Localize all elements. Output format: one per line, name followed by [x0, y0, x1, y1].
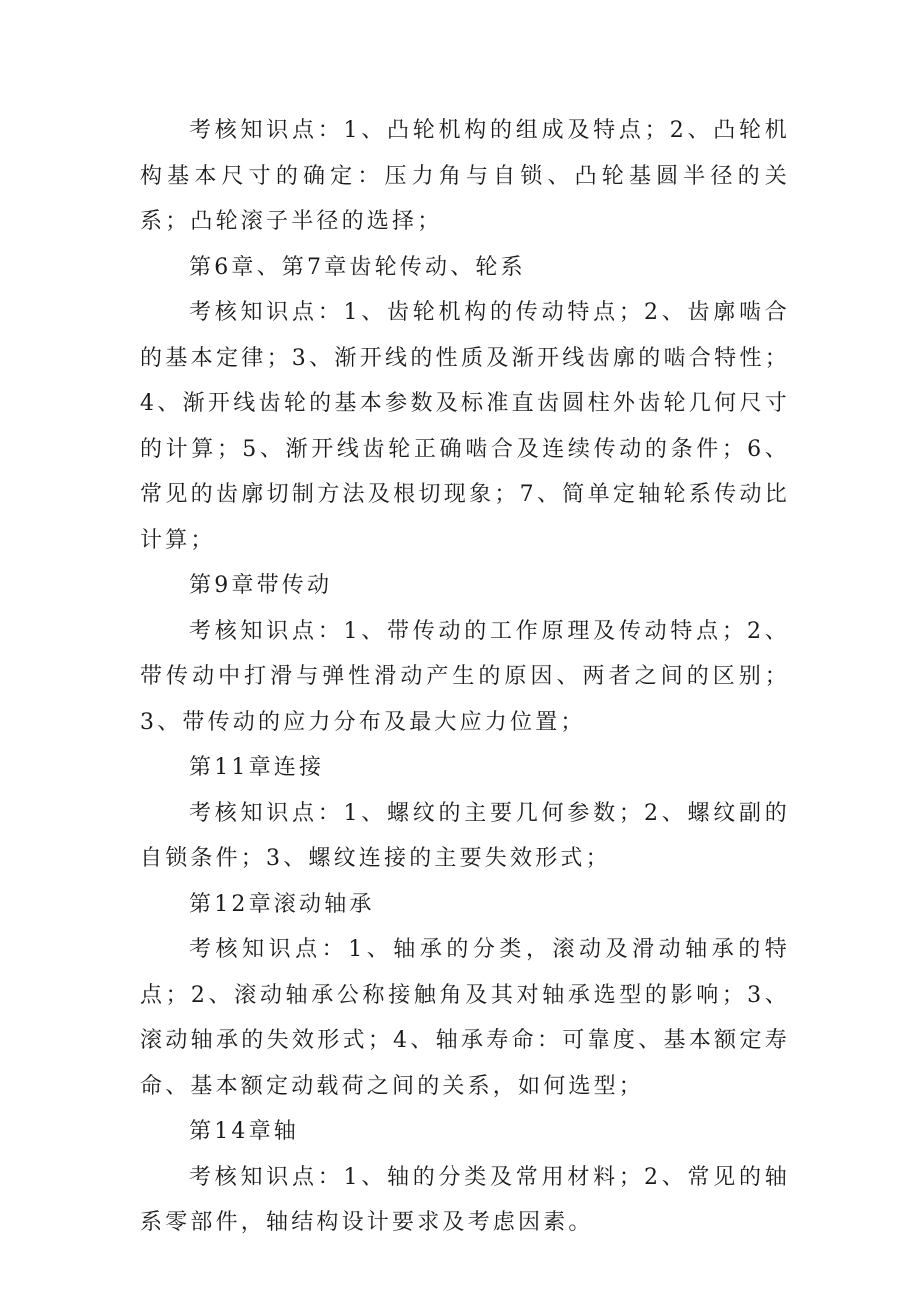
heading-chapter-11: 第11章连接: [189, 755, 325, 780]
paragraph-gear-knowledge-points: 考核知识点：1、齿轮机构的传动特点；2、齿廓啮合的基本定律；3、渐开线的性质及渐开线齿廓的啮合特性；4、渐开线齿轮的基本参数及标准直齿圆柱外齿轮几何尺寸的计算；5、渐开线齿轮正确啮合及连续传动的条件；6、常见的齿廓切制方法及根切现象；7、简单定轴轮系传动比计算；: [140, 300, 790, 553]
paragraph-bearing-knowledge-points: 考核知识点：1、轴承的分类，滚动及滑动轴承的特点；2、滚动轴承公称接触角及其对轴承选型的影响；3、滚动轴承的失效形式；4、轴承寿命：可靠度、基本额定寿命、基本额定动载荷之间的关系，如何选型；: [140, 937, 790, 1099]
document-body: [140, 108, 790, 1246]
paragraph-connection-knowledge-points: 考核知识点：1、螺纹的主要几何参数；2、螺纹副的自锁条件；3、螺纹连接的主要失效形式；: [140, 800, 790, 871]
paragraph-shaft-knowledge-points: 考核知识点：1、轴的分类及常用材料；2、常见的轴系零部件，轴结构设计要求及考虑因素。: [140, 1164, 790, 1235]
heading-chapter-9: 第9章带传动: [189, 573, 333, 598]
heading-chapter-14: 第14章轴: [189, 1119, 299, 1144]
heading-chapter-6-7: 第6章、第7章齿轮传动、轮系: [189, 254, 526, 280]
heading-chapter-12: 第12章滚动轴承: [189, 891, 375, 917]
paragraph-cam-knowledge-points: 考核知识点：1、凸轮机构的组成及特点；2、凸轮机构基本尺寸的确定：压力角与自锁、凸轮基圆半径的关系；凸轮滚子半径的选择；: [140, 118, 790, 234]
paragraph-belt-knowledge-points: 考核知识点：1、带传动的工作原理及传动特点；2、带传动中打滑与弹性滑动产生的原因、两者之间的区别；3、带传动的应力分布及最大应力位置；: [140, 618, 790, 735]
